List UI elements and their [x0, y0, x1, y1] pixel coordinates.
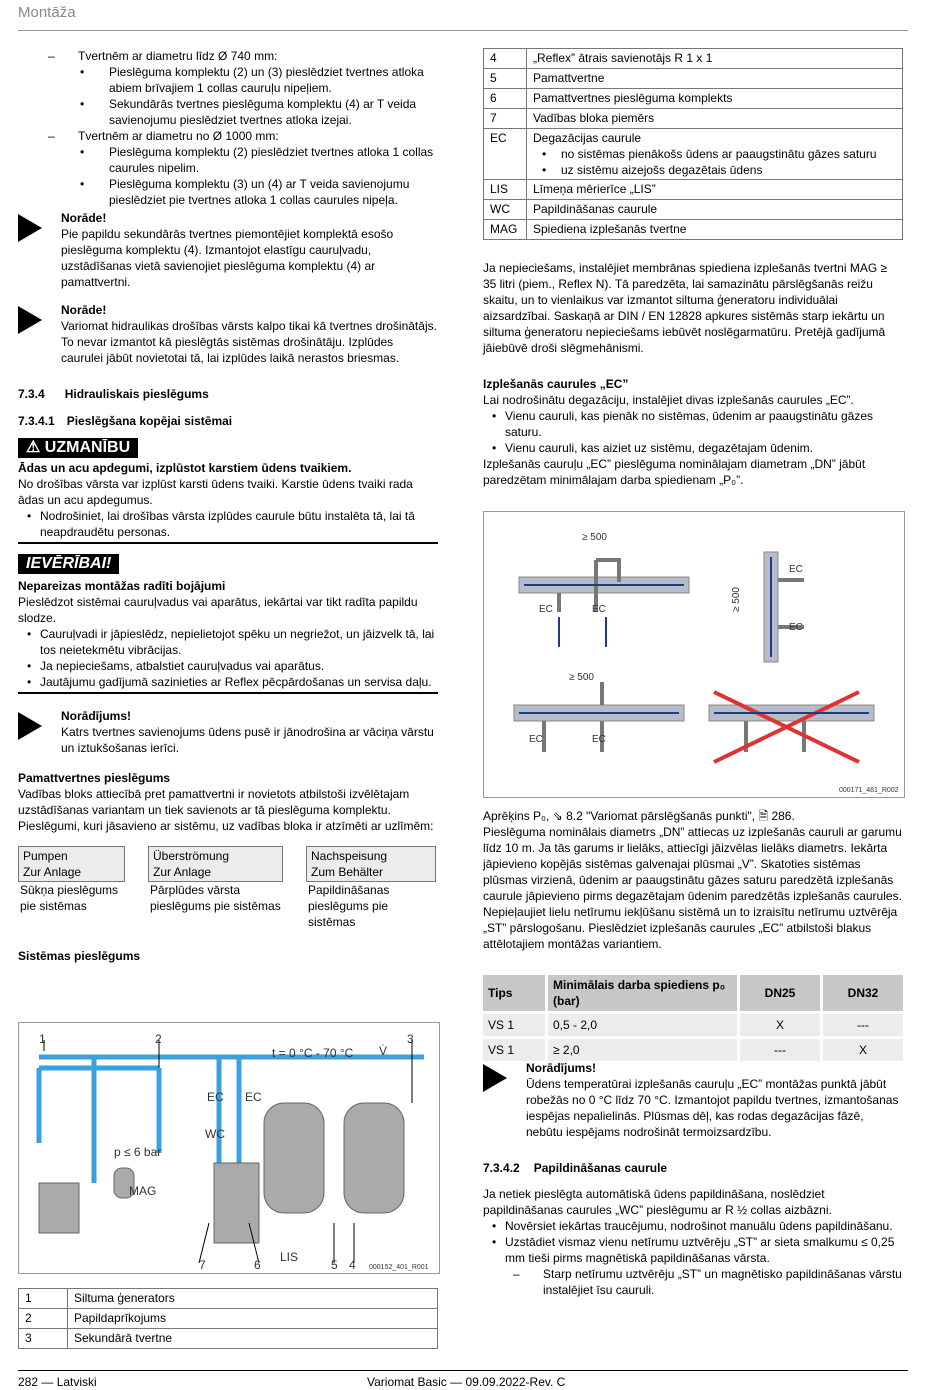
figure-ec-4: EC [789, 622, 803, 633]
right-column-text [483, 260, 903, 488]
notice-bullet: • Ja nepieciešams, atbalstiet cauruļvadus vai aparātus. [18, 658, 438, 674]
table-row: WC Papildināšanas caurule [484, 200, 903, 220]
arrow-right-icon [18, 712, 42, 740]
diagram-label-5: 5 [331, 1258, 338, 1272]
note-block [18, 210, 438, 290]
table-row: EC Degazācijas caurule • no sistēmas pienākošs ūdens ar paaugstinātu gāzes saturu • uz sistēmu aizejošs degazētais ūdens [484, 129, 903, 180]
arrow-right-icon [18, 214, 42, 242]
diagram-pressure: p ≤ 6 bar [114, 1145, 162, 1159]
paragraph: Ja nepieciešams, instalējiet membrānas spiediena izplešanās tvertni MAG ≥ 35 litri (piem., Reflex N). Tā paredzēta, lai samazinātu pārslēgšanās reižu skaitu, un to vienlaikus var izmantot siltuma ģeneratoru individuālai aizsardzībai. Saskaņā ar DIN / EN 12828 apkures sistēmās starp iekārtu un siltuma ģeneratoru nepieciešams iebūvēt noslēgarmatūru. Pretējā gadījumā jāiebūvē droši slēgmehānismi. [483, 261, 888, 355]
note-title: Norāde! [61, 303, 107, 317]
list-item: • Pieslēguma komplektu (2) pieslēdziet tvertnes atloka 1 collas caurules nipelim. [18, 144, 438, 176]
list-item: • Pieslēguma komplektu (2) un (3) pieslēdziet tvertnes atloka abiem brīvajiem 1 collas cauruļu nipeļiem. [18, 64, 438, 96]
subheading: Sistēmas pieslēgums [18, 949, 141, 963]
diagram-ref: 000152_401_R001 [369, 1264, 429, 1271]
diagram-ec-1: EC [207, 1090, 224, 1104]
list-item: • Uzstādiet vismaz vienu netīrumu uztvērēju „ST” ar sieta smalkumu ≤ 0,25 mm tieši pirms magnētiskā papildināšanas vārsta. [483, 1234, 903, 1266]
list-item: • Sekundārās tvertnes pieslēguma komplektu (4) ar T veida savienojumu pieslēdziet tvertnes atloka izejai. [18, 96, 438, 128]
caution-text: No drošības vārsta var izplūst karsti ūdens tvaiki. Karstie ūdens tvaiki rada ādas un acu apdegumus. [18, 477, 413, 507]
right-column-text-3 [483, 1060, 903, 1298]
paragraph: Vadības bloks attiecībā pret pamattvertni ir novietots atbilstoši izvēlētajam uzstādīšanas variantam un tiek savienots ar tā pieslēguma komplektu. [18, 787, 410, 817]
notice-bullet: • Jautājumu gadījumā sazinieties ar Reflex pēcpārdošanas un servisa daļu. [18, 674, 438, 690]
diagram-flow: V̇ [379, 1044, 388, 1058]
list-item: • Novērsiet iekārtas traucējumu, nodrošinot manuālu ūdens papildināšanu. [483, 1218, 903, 1234]
diagram-ec-2: EC [245, 1090, 262, 1104]
list-item: – Tvertnēm ar diametru no Ø 1000 mm: [18, 128, 438, 144]
list-item: – Tvertnēm ar diametru līdz Ø 740 mm: [18, 48, 438, 64]
right-column-text-2 [483, 808, 903, 952]
note-text: Ūdens temperatūrai izplešanās cauruļu „EC” montāžas punktā jābūt robežās no 0 °C līdz 70 °C. Izmantojot papildu tvertnes, izmantošanas iespējas nepalielinās. Plūsmas dēļ, kas rodas degazācijas fāzē, nebūtu iespējams nodrošināt termoizsardzību. [526, 1077, 899, 1139]
section-heading [18, 386, 438, 402]
figure-ec-6: EC [592, 734, 606, 745]
notice-title: Nepareizas montāžas radīti bojājumi [18, 579, 226, 593]
notice-bullet: • Cauruļvadi ir jāpieslēdz, nepielietojot spēku un negriežot, un jāizvelk tā, lai tos neietekmētu vibrācijas. [18, 626, 438, 658]
legend-table-left [18, 1288, 438, 1349]
table-row: 6 Pamattvertnes pieslēguma komplekts [484, 89, 903, 109]
table-row: 2 Papildaprīkojums [19, 1309, 438, 1329]
note-block [483, 1060, 903, 1140]
table-row: VS 1 ≥ 2,0 --- X [483, 1038, 903, 1062]
notice-badge: IEVĒRĪBAI! [18, 554, 119, 574]
note-title: Norādījums! [526, 1061, 597, 1075]
header-divider [18, 30, 908, 31]
caution-badge: ⚠ UZMANĪBU [18, 438, 138, 458]
diagram-mag: MAG [129, 1184, 157, 1198]
diagram-label-4: 4 [349, 1258, 356, 1272]
caution-bullet: • Nodrošiniet, lai drošības vārsta izplūdes caurule būtu instalēta tā, lai tā neapdraudētu personas. [18, 508, 438, 540]
divider [18, 542, 438, 544]
caution-block [18, 438, 438, 544]
note-text: Pie papildu sekundārās tvertnes piemontējiet komplektā esošo pieslēguma komplektu (4). Izmantojot elastīgu cauruļvadu, uzstādīšanas vietā savienojiet pieslēguma komplektu (4) ar pamattvertni. [61, 227, 394, 289]
label-box-makeup: Nachspeisung Zum Behälter Papildināšanas pieslēgums pie sistēmas [306, 846, 436, 930]
ec-figure-svg [484, 512, 904, 797]
table-row: LIS Līmeņa mērierīce „LIS” [484, 180, 903, 200]
table-row: 5 Pamattvertne [484, 69, 903, 89]
diagram-label-6: 6 [254, 1258, 261, 1272]
figure-ref: 000171_481_R002 [839, 787, 899, 794]
subsection-number: 7.3.4.1 [18, 414, 55, 428]
system-diagram-svg [19, 1023, 439, 1273]
section-title: Papildināšanas caurule [533, 1161, 668, 1175]
section-number: 7.3.4 [18, 387, 45, 401]
diagram-label-7: 7 [199, 1258, 206, 1272]
label-box-overflow: Überströmung Zur Anlage Pārplūdes vārsta pieslēgums pie sistēmas [148, 846, 283, 914]
system-diagram [18, 1022, 440, 1274]
paragraph: Lai nodrošinātu degazāciju, instalējiet divas izplešanās caurules „EC”. [483, 393, 854, 407]
table-row: 1 Siltuma ģenerators [19, 1289, 438, 1309]
diagram-lis: LIS [280, 1250, 299, 1264]
figure-ec-2: EC [592, 604, 606, 615]
table-row: MAG Spiediena izplešanās tvertne [484, 220, 903, 240]
figure-dimension-3: ≥ 500 [569, 672, 594, 683]
ec-figure [483, 511, 905, 798]
figure-dimension-2: ≥ 500 [731, 587, 742, 612]
paragraph: Pieslēgumi, kuri jāsavieno ar sistēmu, uz vadības bloka ir atzīmēti ar uzlīmēm: [18, 819, 434, 833]
label-boxes [18, 846, 438, 942]
diagram-label-3: 3 [407, 1032, 414, 1046]
paragraph: Ja netiek pieslēgta automātiskā ūdens papildināšana, noslēdziet papildināšanas caurules „WC” pieslēgumu ar R ½ collas aizbāzni. [483, 1187, 832, 1217]
table-row: 7 Vadības bloka piemērs [484, 109, 903, 129]
note-title: Norādījums! [61, 709, 132, 723]
figure-dimension-1: ≥ 500 [582, 532, 607, 543]
subheading: Pamattvertnes pieslēgums [18, 771, 171, 785]
note-text: Variomat hidraulikas drošības vārsts kalpo tikai kā tvertnes drošinātājs. To nevar izmantot kā pieslēgtās sistēmas drošinātāju. Izplūdes caurulei jābūt novietotai tā, lai izplūdes laikā nerastos briesmas. [61, 319, 437, 365]
label-box-pump: Pumpen Zur Anlage Sūkņa pieslēgums pie sistēmas [18, 846, 125, 914]
list-item: – Starp netīrumu uztvērēju „ST” un magnētisko papildināšanas vārstu instalējiet īsu cauruli. [483, 1266, 903, 1298]
notice-block [18, 554, 438, 694]
list-item: • Vienu cauruli, kas aiziet uz sistēmu, degazētajam ūdenim. [483, 440, 903, 456]
note-block [18, 708, 438, 756]
divider [18, 692, 438, 694]
figure-ec-1: EC [539, 604, 553, 615]
diagram-label-2: 2 [155, 1032, 162, 1046]
note-title: Norāde! [61, 211, 107, 225]
table-row: 4 „Reflex” ātrais savienotājs R 1 x 1 [484, 49, 903, 69]
tips-table [483, 975, 903, 1061]
subsection-title: Pieslēgšana kopējai sistēmai [66, 414, 233, 428]
paragraph: Pieslēguma nominālais diametrs „DN” attiecas uz izplešanās cauruli ar garumu līdz 10 m. Ja tās garums ir lielāks, attiecīgi jāizvēlas lielāks diametrs. Iekārta jāpievieno kopējās sistēmas galvenajai plūsmai „V”. Skatoties sistēmas plūsmas virzienā, ūdenim ar paaugstinātu gāzes saturu paredzētā izplešanās caurule jāpievieno pirms degazētajam ūdenim paredzētās izplešanās caurules. Nepieļaujiet lielu netīrumu iekļūšanu sistēmā un to izraisītu netīrumu uztvērēja „ST” pārslogošanu. Pieslēdziet izplešanās caurules „EC” atbilstoši blakus attēlotajiem montāžas variantiem. [483, 825, 902, 951]
diagram-wc: WC [205, 1127, 225, 1141]
list-item: • Vienu cauruli, kas pienāk no sistēmas, ūdenim ar paaugstinātu gāzes saturu. [483, 408, 903, 440]
subsection-heading [18, 413, 438, 429]
left-column [18, 48, 438, 964]
section-heading [483, 1160, 903, 1176]
warning-triangle-icon: ⚠ [26, 439, 41, 456]
list-item: • Pieslēguma komplektu (3) un (4) ar T veida savienojumu pieslēdziet pie tvertnes atloka 1 collas caurules nipeļa. [18, 176, 438, 208]
footer-divider [18, 1370, 908, 1371]
paragraph: Izplešanās cauruļu „EC” pieslēguma nominālajam diametram „DN” jābūt paredzētam minimālajam darba spiedienam „P₀”. [483, 457, 866, 487]
section-title: Hidrauliskais pieslēgums [64, 387, 209, 401]
arrow-right-icon [483, 1064, 507, 1092]
page-header-section: Montāža [18, 4, 76, 21]
note-text: Katrs tvertnes savienojums ūdens pusē ir jānodrošina ar vāciņa vārstu un iztukšošanas ierīci. [61, 725, 434, 755]
diagram-temperature: t = 0 °C - 70 °C [272, 1046, 354, 1060]
footer-doc: Variomat Basic — 09.09.2022-Rev. C [367, 1375, 566, 1389]
caution-title: Ādas un acu apdegumi, izplūstot karstiem ūdens tvaikiem. [18, 461, 352, 475]
figure-ec-3: EC [789, 564, 803, 575]
notice-text: Pieslēdzot sistēmai cauruļvadus vai aparātus, iekārtai var tikt radīta papildu slodze. [18, 595, 418, 625]
note-block [18, 302, 438, 366]
arrow-right-icon [18, 306, 42, 334]
diagram-label-1: 1 [39, 1032, 46, 1046]
footer-page: 282 — Latviski [18, 1375, 97, 1389]
table-row: VS 1 0,5 - 2,0 X --- [483, 1013, 903, 1038]
figure-ec-5: EC [529, 734, 543, 745]
paragraph: Aprēķins P₀, ⇘ 8.2 "Variomat pārslēgšanās punkti", 🗎 286. [483, 809, 795, 823]
legend-table-right [483, 48, 903, 240]
section-number: 7.3.4.2 [483, 1161, 520, 1175]
table-header-row: Tips Minimālais darba spiediens p₀ (bar) DN25 DN32 [483, 975, 903, 1013]
table-row: 3 Sekundārā tvertne [19, 1329, 438, 1349]
subheading: Izplešanās caurules „EC” [483, 377, 629, 391]
